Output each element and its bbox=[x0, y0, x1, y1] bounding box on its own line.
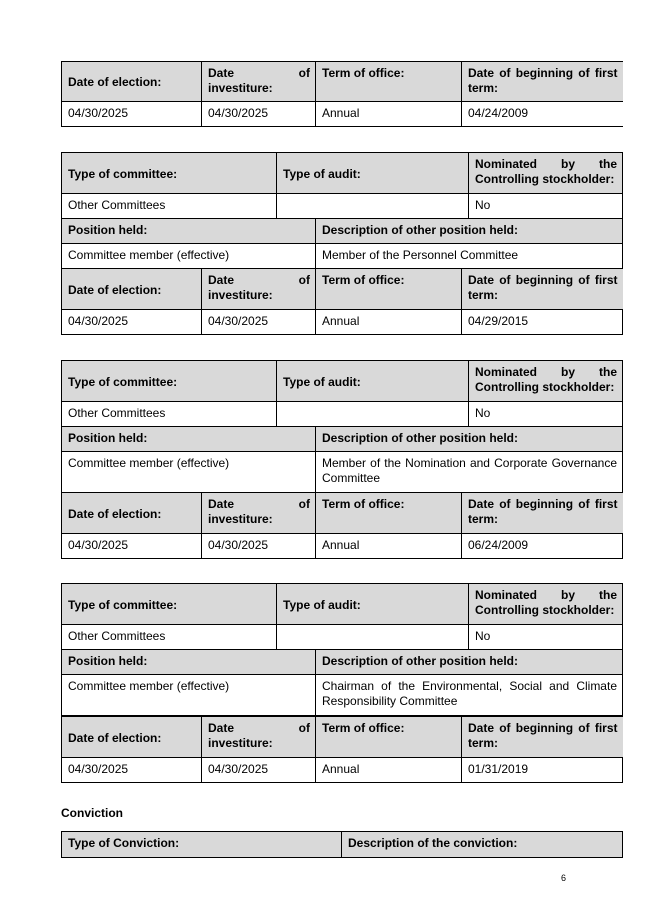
position-held-value: Committee member (effective) bbox=[62, 452, 316, 493]
type-of-audit-label: Type of audit: bbox=[277, 584, 469, 625]
beginning-date-value: 04/29/2015 bbox=[462, 310, 623, 335]
investiture-date-value: 04/30/2025 bbox=[202, 310, 316, 335]
committee-table-3 bbox=[61, 583, 623, 716]
position-held-label: Position held: bbox=[62, 650, 316, 675]
of-word: of bbox=[298, 497, 310, 511]
term-value: Annual bbox=[316, 534, 462, 559]
committee-type-value: Other Committees bbox=[62, 402, 277, 427]
date-of-investiture-label bbox=[202, 493, 316, 534]
controlling-stockholder-word: Controlling stockholder: bbox=[475, 380, 615, 394]
date-of-election-label: Date of election: bbox=[62, 62, 202, 102]
date-word: Date bbox=[208, 66, 235, 80]
position-held-label: Position held: bbox=[62, 427, 316, 452]
date-beginning-line2: term: bbox=[468, 81, 499, 95]
date-beginning-line2: term: bbox=[468, 512, 499, 526]
description-other-position-value: Chairman of the Environmental, Social and Climate Responsibility Committee bbox=[316, 675, 623, 716]
beginning-date-value: 04/24/2009 bbox=[462, 102, 623, 127]
date-beginning-label bbox=[462, 717, 623, 758]
type-of-committee-label: Type of committee: bbox=[62, 584, 277, 625]
term-of-office-label: Term of office: bbox=[316, 493, 462, 534]
term-of-office-label: Term of office: bbox=[316, 62, 462, 102]
nominated-word: Nominated bbox=[475, 365, 538, 379]
investiture-word: investiture: bbox=[208, 512, 273, 526]
date-beginning-line1: Date of beginning of first bbox=[468, 66, 618, 80]
dates-table-4 bbox=[61, 716, 623, 783]
nominated-value: No bbox=[469, 625, 623, 650]
nominated-value: No bbox=[469, 402, 623, 427]
date-beginning-line1: Date of beginning of first bbox=[468, 721, 618, 735]
investiture-date-value: 04/30/2025 bbox=[202, 534, 316, 559]
investiture-word: investiture: bbox=[208, 736, 273, 750]
description-other-position-label: Description of other position held: bbox=[316, 219, 623, 244]
investiture-word: investiture: bbox=[208, 288, 273, 302]
date-beginning-line1: Date of beginning of first bbox=[468, 497, 618, 511]
term-value: Annual bbox=[316, 310, 462, 335]
by-word: by bbox=[561, 365, 576, 379]
term-value: Annual bbox=[316, 758, 462, 783]
by-word: by bbox=[561, 157, 576, 171]
nominated-word: Nominated bbox=[475, 588, 538, 602]
type-of-audit-label: Type of audit: bbox=[277, 153, 469, 194]
position-held-label: Position held: bbox=[62, 219, 316, 244]
date-word: Date bbox=[208, 721, 235, 735]
committee-table-1 bbox=[61, 152, 623, 269]
date-of-election-label: Date of election: bbox=[62, 269, 202, 310]
investiture-date-value: 04/30/2025 bbox=[202, 102, 316, 127]
page-number: 6 bbox=[561, 873, 567, 883]
of-word: of bbox=[298, 721, 310, 735]
term-value: Annual bbox=[316, 102, 462, 127]
nominated-label bbox=[469, 361, 623, 402]
dates-table-3 bbox=[61, 492, 623, 559]
committee-table-2 bbox=[61, 360, 623, 493]
type-of-conviction-label: Type of Conviction: bbox=[62, 832, 342, 858]
controlling-stockholder-word: Controlling stockholder: bbox=[475, 172, 615, 186]
election-date-value: 04/30/2025 bbox=[62, 102, 202, 127]
date-beginning-line1: Date of beginning of first bbox=[468, 273, 618, 287]
of-word: of bbox=[298, 66, 310, 80]
nominated-word: Nominated bbox=[475, 157, 538, 171]
committee-type-value: Other Committees bbox=[62, 625, 277, 650]
type-of-committee-label: Type of committee: bbox=[62, 153, 277, 194]
term-of-office-label: Term of office: bbox=[316, 717, 462, 758]
date-beginning-label bbox=[462, 493, 623, 534]
nominated-label bbox=[469, 153, 623, 194]
position-held-value: Committee member (effective) bbox=[62, 675, 316, 716]
dates-table-1 bbox=[61, 61, 623, 127]
the-word: the bbox=[599, 365, 617, 379]
of-word: of bbox=[298, 273, 310, 287]
audit-type-value bbox=[277, 402, 469, 427]
election-date-value: 04/30/2025 bbox=[62, 534, 202, 559]
date-beginning-line2: term: bbox=[468, 736, 499, 750]
date-beginning-label bbox=[462, 62, 623, 102]
investiture-date-value: 04/30/2025 bbox=[202, 758, 316, 783]
the-word: the bbox=[599, 157, 617, 171]
committee-type-value: Other Committees bbox=[62, 194, 277, 219]
nominated-label bbox=[469, 584, 623, 625]
the-word: the bbox=[599, 588, 617, 602]
date-word: Date bbox=[208, 497, 235, 511]
audit-type-value bbox=[277, 625, 469, 650]
type-of-committee-label: Type of committee: bbox=[62, 361, 277, 402]
nominated-value: No bbox=[469, 194, 623, 219]
audit-type-value bbox=[277, 194, 469, 219]
date-of-investiture-label bbox=[202, 269, 316, 310]
date-of-investiture-label bbox=[202, 717, 316, 758]
election-date-value: 04/30/2025 bbox=[62, 758, 202, 783]
conviction-table bbox=[61, 831, 623, 858]
date-beginning-label bbox=[462, 269, 623, 310]
type-of-audit-label: Type of audit: bbox=[277, 361, 469, 402]
conviction-title: Conviction bbox=[61, 806, 123, 820]
term-of-office-label: Term of office: bbox=[316, 269, 462, 310]
date-of-election-label: Date of election: bbox=[62, 493, 202, 534]
beginning-date-value: 01/31/2019 bbox=[462, 758, 623, 783]
dates-table-2 bbox=[61, 268, 623, 335]
election-date-value: 04/30/2025 bbox=[62, 310, 202, 335]
date-of-election-label: Date of election: bbox=[62, 717, 202, 758]
controlling-stockholder-word: Controlling stockholder: bbox=[475, 603, 615, 617]
description-other-position-value: Member of the Nomination and Corporate Governance Committee bbox=[316, 452, 623, 493]
investiture-word: investiture: bbox=[208, 81, 273, 95]
date-word: Date bbox=[208, 273, 235, 287]
description-conviction-label: Description of the conviction: bbox=[342, 832, 623, 858]
date-beginning-line2: term: bbox=[468, 288, 499, 302]
description-other-position-label: Description of other position held: bbox=[316, 650, 623, 675]
description-other-position-value: Member of the Personnel Committee bbox=[316, 244, 623, 269]
by-word: by bbox=[561, 588, 576, 602]
beginning-date-value: 06/24/2009 bbox=[462, 534, 623, 559]
description-other-position-label: Description of other position held: bbox=[316, 427, 623, 452]
date-of-investiture-label bbox=[202, 62, 316, 102]
position-held-value: Committee member (effective) bbox=[62, 244, 316, 269]
